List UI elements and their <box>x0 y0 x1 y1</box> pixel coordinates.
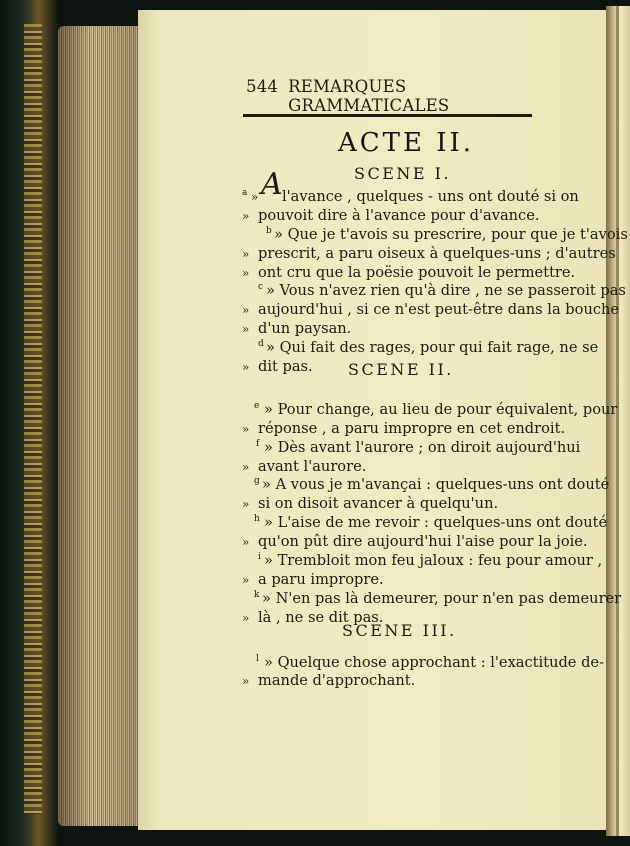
note-f-text-2: avant l'aurore. <box>258 457 367 475</box>
act-title: ACTE II. <box>338 128 475 158</box>
guillemet: » <box>242 265 250 280</box>
guillemet: » <box>242 421 250 436</box>
note-e-text-2: réponse , a paru impropre en cet endroit. <box>258 419 566 437</box>
note-l-line-2 <box>242 672 564 691</box>
facing-page-stripe <box>616 6 619 836</box>
scene-3-title: SCENE III. <box>342 620 457 640</box>
note-i-line-2 <box>242 571 564 590</box>
note-k-line-1 <box>242 589 622 609</box>
note-c-text-3: d'un paysan. <box>258 320 352 338</box>
note-d-line-1 <box>242 339 599 358</box>
scene-3-spacer <box>242 620 564 654</box>
guillemet: » <box>242 674 250 689</box>
header-rule <box>243 114 532 117</box>
guillemet: » <box>242 610 250 625</box>
note-c-text-2: aujourd'hui , si ce n'est peut-être dans la bouche <box>258 301 620 319</box>
note-d-marker: d <box>258 339 264 350</box>
note-g-text-1: » A vous je m'avançai : quelques-uns ont douté <box>262 476 610 494</box>
facing-page-edge <box>606 6 630 836</box>
note-b-text-3: ont cru que la poësie pouvoit le permettre. <box>258 263 576 281</box>
note-g-marker: g <box>254 476 260 487</box>
note-e-text-1: » Pour change, au lieu de pour équivalent, pour <box>264 400 618 418</box>
note-i-marker: i <box>258 552 261 563</box>
guillemet: » <box>242 246 250 261</box>
guillemet: » <box>242 572 250 587</box>
note-d-text-2: dit pas. <box>258 358 313 376</box>
note-g-line-1 <box>242 476 610 495</box>
page-edges-shading <box>58 26 140 826</box>
note-c-line-2 <box>242 301 620 320</box>
guillemet: » <box>242 303 250 318</box>
note-e-line-1 <box>242 400 618 420</box>
running-title: REMARQUES GRAMMATICALES <box>288 77 450 115</box>
note-l-text-2: mande d'approchant. <box>258 672 416 690</box>
note-i-text-1: » Trembloit mon feu jaloux : feu pour amour , <box>264 552 603 570</box>
note-g-text-2: si on disoit avancer à quelqu'un. <box>258 495 499 513</box>
note-f-line-2 <box>242 458 564 477</box>
note-b-line-2 <box>242 244 616 264</box>
note-h-text-1: » L'aise de me revoir : quelques-uns ont douté <box>264 514 608 532</box>
note-c-marker: c <box>258 282 264 293</box>
note-a-marker: a <box>242 188 248 198</box>
note-h-marker: h <box>254 514 260 525</box>
guillemet: » <box>242 497 250 512</box>
note-k-marker: k <box>254 589 260 600</box>
note-a-text-1: l'avance , quelques - uns ont douté si on <box>282 188 579 205</box>
note-c-text-1: » Vous n'avez rien qu'à dire , ne se passeroit pas <box>266 282 626 300</box>
note-d-text-1: » Qui fait des rages, pour qui fait rage, ne se <box>266 339 599 357</box>
spine-gilt-decoration <box>24 24 42 814</box>
note-k-text-1: » N'en pas là demeurer, pour n'en pas demeurer <box>262 589 622 607</box>
note-b-line-1 <box>242 225 628 245</box>
note-a-quote: » <box>251 190 259 204</box>
guillemet: » <box>242 535 250 550</box>
note-a-line-2 <box>242 207 564 226</box>
guillemet: » <box>242 360 250 375</box>
guillemet: » <box>242 459 250 474</box>
note-l-marker: l <box>256 653 259 664</box>
note-c-line-3 <box>242 320 564 339</box>
note-c-line-1 <box>242 282 626 301</box>
note-k-text-2: là , ne se dit pas. <box>258 608 384 626</box>
note-g-line-2 <box>242 495 564 514</box>
note-a-text-2: pouvoit dire à l'avance pour d'avance. <box>258 206 540 224</box>
guillemet: » <box>242 322 250 337</box>
page-header <box>246 77 532 115</box>
note-h-line-1 <box>242 514 608 533</box>
note-f-line-1 <box>242 438 581 458</box>
guillemet: » <box>242 208 250 223</box>
note-e-marker: e <box>254 400 260 411</box>
note-f-marker: f <box>256 438 260 449</box>
scene-1-title: SCENE I. <box>354 164 452 183</box>
note-b-marker: b <box>266 225 272 236</box>
note-b-text-1: » Que je t'avois su prescrire, pour que je t'avois <box>274 225 628 243</box>
note-l-text-1: » Quelque chose approchant : l'exactitude de- <box>264 653 604 671</box>
scene-2-title: SCENE II. <box>348 359 454 379</box>
note-b-line-3 <box>242 263 576 283</box>
notes-block <box>242 167 628 691</box>
note-b-text-2: prescrit, a paru oiseux à quelques-uns ; d'autres <box>258 244 616 262</box>
note-i-text-2: a paru impropre. <box>258 570 384 588</box>
note-h-line-2 <box>242 533 588 552</box>
note-i-line-1 <box>242 552 603 571</box>
note-f-text-1: » Dès avant l'aurore ; on diroit aujourd'hui <box>264 438 581 456</box>
note-a-initial: A <box>261 167 283 202</box>
note-e-line-2 <box>242 420 564 439</box>
note-h-text-2: qu'on pût dire aujourd'hui l'aise pour la joie. <box>258 533 588 551</box>
note-l-line-1 <box>242 653 604 673</box>
page-number: 544 <box>246 77 279 96</box>
